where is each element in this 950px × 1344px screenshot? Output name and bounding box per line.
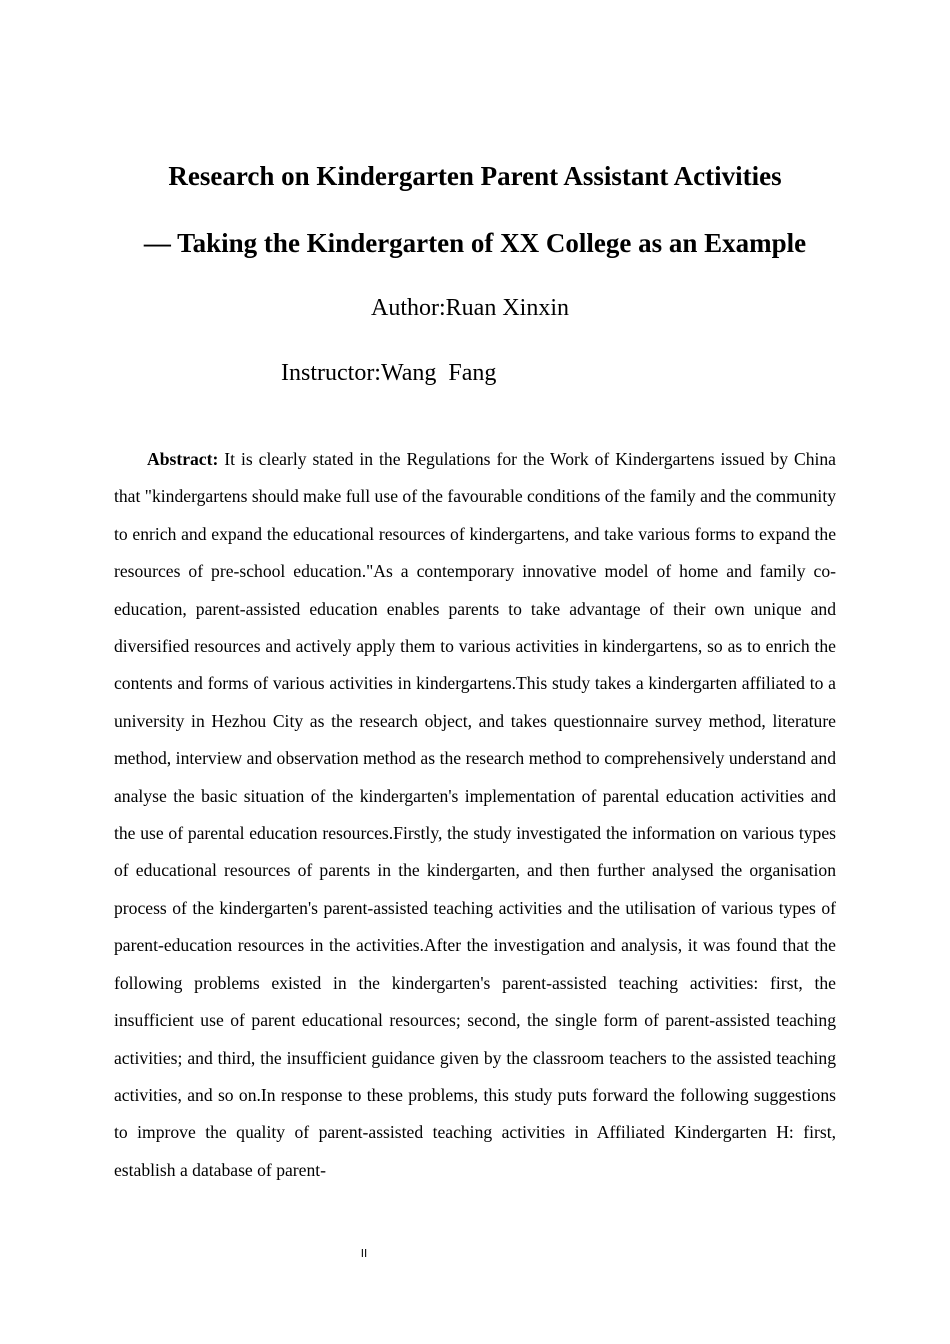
abstract-label: Abstract: <box>147 449 219 469</box>
paper-title-line-2: — Taking the Kindergarten of XX College as an Example <box>143 228 807 258</box>
abstract-paragraph <box>114 441 836 1189</box>
abstract-body: It is clearly stated in the Regulations for the Work of Kindergartens issued by China that "kindergartens should make full use of the favourable conditions of the family and the community to enrich and expand the educational resources of kindergartens, and take various forms to expand the resources of pre-school education."As a contemporary innovative model of home and family co-education, parent-assisted education enables parents to take advantage of their own unique and diversified resources and actively apply them to various activities in kindergartens, so as to enrich the contents and forms of various activities in kindergartens.This study takes a kindergarten affiliated to a university in Hezhou City as the research object, and takes questionnaire survey method, literature method, interview and observation method as the research method to comprehensively understand and analyse the basic situation of the kindergarten's implementation of parental education activities and the use of parental education resources.Firstly, the study investigated the information on various types of educational resources of parents in the kindergarten, and then further analysed the organisation process of the kindergarten's parent-assisted teaching activities and the utilisation of various types of parent-education resources in the activities.After the investigation and analysis, it was found that the following problems existed in the kindergarten's parent-assisted teaching activities: first, the insufficient use of parent educational resources; second, the single form of parent-assisted teaching activities; and third, the insufficient guidance given by the classroom teachers to the assisted teaching activities, and so on.In response to these problems, this study puts forward the following suggestions to improve the quality of parent-assisted teaching activities in Affiliated Kindergarten H: first, establish a database of parent- <box>114 449 836 1180</box>
author-line: Author:Ruan Xinxin <box>371 295 569 321</box>
page-number: II <box>360 1247 368 1260</box>
paper-title-line-1: Research on Kindergarten Parent Assistant Activities <box>168 161 782 191</box>
instructor-line: Instructor:Wang Fang <box>281 360 497 386</box>
